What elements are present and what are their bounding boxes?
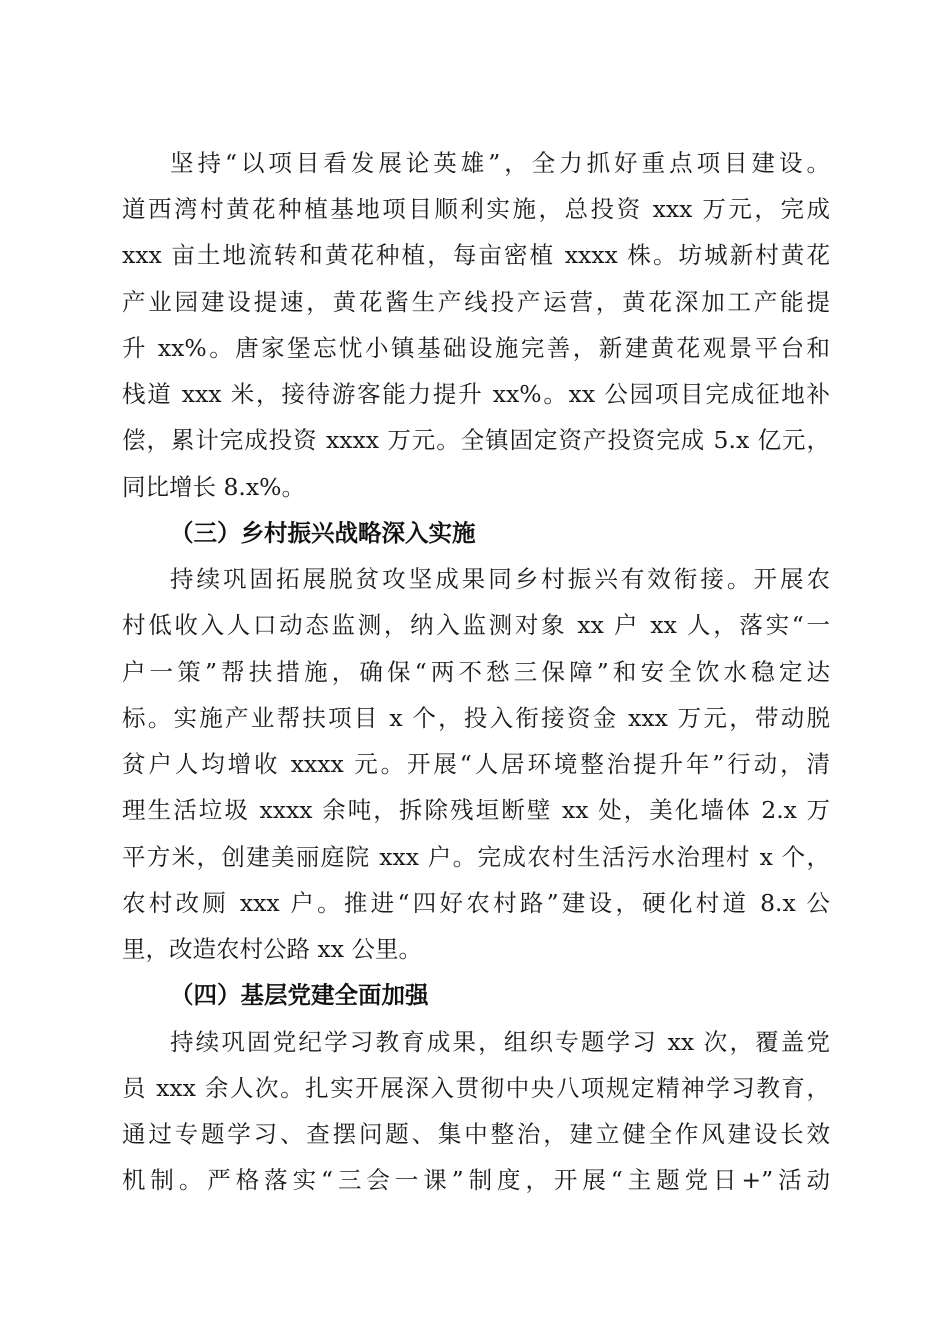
paragraph-2-line-6: 理生活垃圾 xxxx 余吨，拆除残垣断壁 xx 处，美化墙体 2.x 万: [122, 796, 830, 824]
paragraph-2-line-9: 里，改造农村公路 xx 公里。: [122, 935, 422, 963]
paragraph-2-line-5: 贫户人均增收 xxxx 元。开展“人居环境整治提升年”行动，清: [122, 750, 830, 778]
paragraph-1-line-6: 栈道 xxx 米，接待游客能力提升 xx%。xx 公园项目完成征地补: [122, 380, 830, 408]
paragraph-1-line-7: 偿，累计完成投资 xxxx 万元。全镇固定资产投资完成 5.x 亿元，: [122, 426, 830, 454]
paragraph-3-line-3: 通过专题学习、查摆问题、集中整治，建立健全作风建设长效: [122, 1120, 830, 1148]
paragraph-1-line-1: 坚持“以项目看发展论英雄”，全力抓好重点项目建设。: [170, 149, 830, 177]
paragraph-3-line-4: 机制。严格落实“三会一课”制度，开展“主题党日+”活动: [122, 1166, 830, 1194]
section-heading-4: （四）基层党建全面加强: [170, 981, 429, 1009]
paragraph-2-line-2: 村低收入人口动态监测，纳入监测对象 xx 户 xx 人，落实“一: [122, 611, 830, 639]
paragraph-1-line-3: xxx 亩土地流转和黄花种植，每亩密植 xxxx 株。坊城新村黄花: [122, 241, 830, 269]
paragraph-3-line-2: 员 xxx 余人次。扎实开展深入贯彻中央八项规定精神学习教育，: [122, 1074, 830, 1102]
paragraph-2-line-1: 持续巩固拓展脱贫攻坚成果同乡村振兴有效衔接。开展农: [170, 565, 830, 593]
paragraph-3-line-1: 持续巩固党纪学习教育成果，组织专题学习 xx 次，覆盖党: [170, 1028, 830, 1056]
paragraph-2-line-8: 农村改厕 xxx 户。推进“四好农村路”建设，硬化村道 8.x 公: [122, 889, 830, 917]
paragraph-2-line-4: 标。实施产业帮扶项目 x 个，投入衔接资金 xxx 万元，带动脱: [122, 704, 830, 732]
paragraph-1-line-4: 产业园建设提速，黄花酱生产线投产运营，黄花深加工产能提: [122, 288, 830, 316]
paragraph-1-line-5: 升 xx%。唐家堡忘忧小镇基础设施完善，新建黄花观景平台和: [122, 334, 830, 362]
paragraph-2-line-3: 户一策”帮扶措施，确保“两不愁三保障”和安全饮水稳定达: [122, 658, 830, 686]
paragraph-2-line-7: 平方米，创建美丽庭院 xxx 户。完成农村生活污水治理村 x 个，: [122, 843, 830, 871]
paragraph-1-line-2: 道西湾村黄花种植基地项目顺利实施，总投资 xxx 万元，完成: [122, 195, 830, 223]
paragraph-1-line-8: 同比增长 8.x%。: [122, 473, 305, 501]
section-heading-3: （三）乡村振兴战略深入实施: [170, 519, 476, 547]
